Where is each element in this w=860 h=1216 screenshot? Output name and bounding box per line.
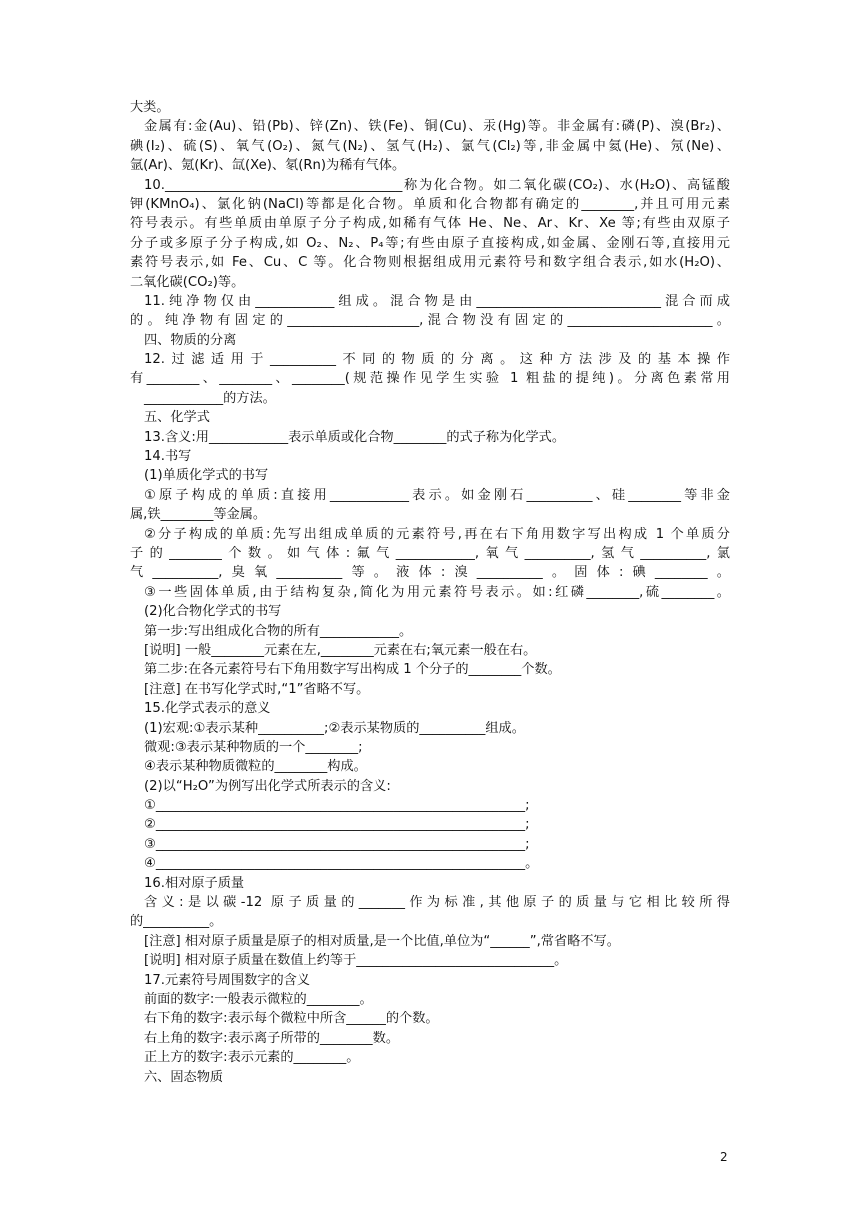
text-line: ④表示某种物质微粒的________构成。 (144, 759, 367, 775)
text-line: 的__________。 (130, 914, 223, 930)
text-line: 16.相对原子质量 (144, 875, 245, 891)
text-line: 的。纯净物有固定的____________________,混合物没有固定的______________________。 (130, 313, 730, 329)
text-line: ③一些固体单质,由于结构复杂,简化为用元素符号表示。如:红磷________,硫________。 (144, 584, 730, 600)
text-line: [说明] 一般________元素在左,________元素在右;氧元素一般在右。 (144, 642, 537, 658)
text-line: 17.元素符号周围数字的含义 (144, 972, 311, 988)
text-line: 素符号表示,如 Fe、Cu、C 等。化合物则根据组成用元素符号和数字组合表示,如水(H₂O)、 (130, 255, 730, 271)
text-line: 有________、________、________(规范操作见学生实验 1 粗盐的提纯)。分离色素常用 (130, 371, 730, 387)
text-line: 微观:③表示某种物质的一个________; (144, 739, 363, 755)
text-line: 分子或多原子分子构成,如 O₂、N₂、P₄等;有些由原子直接构成,如金属、金刚石等,直接用元 (130, 235, 730, 251)
text-line: (1)宏观:①表示某种__________;②表示某物质的__________组成。 (144, 720, 525, 736)
text-line: 气__________,臭氧__________等。液体:溴__________。固体:碘________。 (130, 565, 730, 581)
text-line: (2)以“H₂O”为例写出化学式所表示的含义: (144, 778, 391, 794)
text-line: (2)化合物化学式的书写 (144, 604, 282, 620)
text-line: ____________的方法。 (144, 390, 276, 406)
text-line: 碘(I₂)、硫(S)、氧气(O₂)、氮气(N₂)、氢气(H₂)、氯气(Cl₂)等,非金属中氦(He)、氖(Ne)、 (130, 138, 730, 154)
text-line: 二氧化碳(CO₂)等。 (130, 274, 245, 290)
text-line: 六、固态物质 (144, 1069, 224, 1085)
text-line: [说明] 相对原子质量在数值上约等于______________________________。 (144, 953, 568, 969)
page-number: 2 (720, 1150, 728, 1164)
text-line: 右上角的数字:表示离子所带的________数。 (144, 1030, 400, 1046)
text-line: 第二步:在各元素符号右下角用数字写出构成 1 个分子的________个数。 (144, 662, 561, 678)
text-line: 11.纯净物仅由____________组成。混合物是由____________________________混合而成 (144, 293, 730, 309)
text-line: 四、物质的分离 (144, 332, 237, 348)
text-line: 15.化学式表示的意义 (144, 701, 271, 717)
text-line: 钾(KMnO₄)、氯化钠(NaCl)等都是化合物。单质和化合物都有确定的________,并且可用元素 (130, 196, 730, 212)
text-line: 大类。 (130, 100, 170, 115)
text-line: 含义:是以碳-12 原子质量的_______作为标准,其他原子的质量与它相比较所得 (144, 895, 730, 911)
text-line: (1)单质化学式的书写 (144, 468, 269, 484)
text-line: 属,铁________等金属。 (130, 507, 267, 523)
text-line: 13.含义:用____________表示单质或化合物________的式子称为化学式。 (144, 429, 566, 445)
text-line: 10.____________________________________称为化合物。如二氧化碳(CO₂)、水(H₂O)、高锰酸 (144, 177, 730, 193)
text-line: [注意] 在书写化学式时,“1”省略不写。 (144, 681, 370, 697)
text-line: ②________________________________________________________; (144, 817, 530, 833)
text-line: ①原子构成的单质:直接用____________表示。如金刚石__________、硅________等非金 (144, 487, 730, 503)
text-line: 五、化学式 (144, 410, 210, 426)
text-line: 符号表示。有些单质由单原子分子构成,如稀有气体 He、Ne、Ar、Kr、Xe 等;有些由双原子 (130, 216, 730, 232)
text-line: 金属有:金(Au)、铅(Pb)、锌(Zn)、铁(Fe)、铜(Cu)、汞(Hg)等。非金属有:磷(P)、溴(Br₂)、 (144, 119, 730, 135)
text-line: ③________________________________________________________; (144, 836, 530, 852)
text-line: 子的________个数。如气体:氟气____________,氧气__________,氢气__________,氯 (130, 545, 730, 561)
text-line: ②分子构成的单质:先写出组成单质的元素符号,再在右下角用数字写出构成 1 个单质分 (144, 526, 730, 542)
text-line: 前面的数字:一般表示微粒的________。 (144, 991, 373, 1007)
text-line: 氩(Ar)、氪(Kr)、氙(Xe)、氡(Rn)为稀有气体。 (130, 158, 406, 174)
text-line: 第一步:写出组成化合物的所有____________。 (144, 623, 413, 639)
text-line: 14.书写 (144, 449, 192, 465)
text-line: ④________________________________________________________。 (144, 856, 539, 872)
text-line: ①________________________________________________________; (144, 798, 530, 814)
text-line: 右下角的数字:表示每个微粒中所含______的个数。 (144, 1011, 439, 1027)
document-body (130, 98, 730, 1087)
text-line: [注意] 相对原子质量是原子的相对质量,是一个比值,单位为“______”,常省略不写。 (144, 933, 620, 949)
text-line: 12.过滤适用于__________不同的物质的分离。这种方法涉及的基本操作 (144, 352, 730, 368)
text-line: 正上方的数字:表示元素的________。 (144, 1050, 360, 1066)
